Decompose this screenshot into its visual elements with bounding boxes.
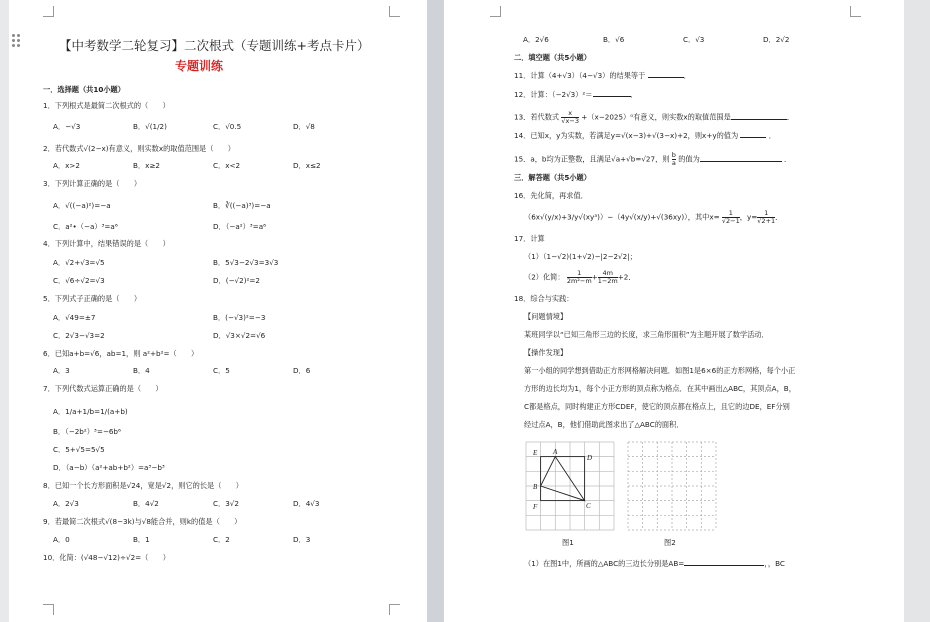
answer-blank [731, 119, 787, 120]
question-stem: 10．化简：(√48−√12)÷√2=（ ） [43, 553, 170, 562]
option: B．4 [133, 366, 150, 375]
sub-question: （1）（1−√2)(1+√2)−|2−2√2|； [524, 252, 637, 261]
option: B．√6 [603, 35, 625, 44]
option: B．4√2 [133, 499, 159, 508]
option: C．5 [213, 366, 230, 375]
option: A．−√3 [53, 122, 81, 131]
sub-question: （1）在图1中，所画的△ABC的三边长分别是AB= ，，BC [524, 559, 785, 568]
question-stem: 16．先化简，再求值． [514, 191, 588, 200]
option: C．a²•（−a）³=a⁶ [53, 222, 118, 231]
fraction-denominator: 2m²−m [566, 277, 592, 285]
fraction [598, 270, 618, 285]
question-text: 15．a，b均为正整数，且满足√a+√b=√27，则 [514, 154, 670, 164]
fraction-denominator: √x−3 [561, 117, 579, 125]
fraction-denominator: a [671, 159, 676, 167]
crop-mark [43, 6, 54, 17]
option: C．2√3−√3=2 [53, 331, 105, 340]
option: A．1/a+1/b=1/(a+b) [53, 407, 128, 416]
right-margin [904, 0, 930, 622]
question-stem: 14．已知x，y为实数，若满足y=√(x−3)+√(3−x)+2，则x+y的值为 ． [514, 131, 776, 140]
option: B．(−√3)²=−3 [213, 313, 266, 322]
option: A．3 [53, 366, 70, 375]
option: A．√49=±7 [53, 313, 96, 322]
fraction-numerator: 1 [757, 210, 775, 218]
question-stem: 6．已知a+b=√6，ab=1，则 a²+b²=（ ） [43, 349, 199, 358]
option: A．√2+√3=√5 [53, 258, 105, 267]
question-text: 13．若代数式 [514, 112, 560, 122]
section-heading: 三．解答题（共5小题） [514, 173, 591, 182]
paragraph-heading: 【操作发现】 [524, 348, 568, 357]
fraction-denominator: 1−2m [597, 277, 618, 285]
option: B．∛((−a)³)=−a [213, 201, 271, 210]
option: A．2√6 [523, 35, 549, 44]
square-cdef [541, 457, 585, 501]
operator: + [591, 272, 598, 282]
question-stem: 1．下列根式是最简二次根式的（ ） [43, 101, 170, 110]
question-stem: 12．计算：（−2√3）²＝ ． [514, 90, 638, 99]
answer-blank [700, 161, 782, 162]
question-stem: 3．下列计算正确的是（ ） [43, 179, 142, 188]
answer-blank [740, 137, 766, 138]
fraction-denominator: √2+1 [757, 217, 776, 225]
figure-1-grid [524, 440, 616, 532]
option: D．(−√2)²=2 [213, 276, 260, 285]
point-label: A [553, 448, 558, 456]
expression-text: （6x√(y/x)+3/y√(xy³)）−（4y√(x/y)+√(36xy)），其中x= [524, 212, 720, 222]
question-text: ，BC [767, 559, 785, 568]
page-gap [427, 0, 444, 622]
option: B．5√3−2√3=3√3 [213, 258, 279, 267]
paragraph: 某班同学以“已知三角形三边的长度，求三角形面积”为主题开展了数学活动． [524, 330, 769, 339]
question-stem: 8．已知一个长方形面积是√24，宽是√2，则它的长是（ ） [43, 481, 243, 490]
point-label: E [533, 449, 538, 457]
crop-mark [43, 604, 54, 615]
option: D．4√3 [293, 499, 320, 508]
fraction-numerator: 1 [567, 270, 592, 278]
fraction-denominator: √2−1 [721, 217, 740, 225]
fraction-numerator: 4m [598, 270, 618, 278]
document-page-2 [444, 0, 904, 622]
option: D．√3×√2=√6 [213, 331, 266, 340]
triangle-abc [541, 457, 585, 501]
question-stem: 2．若代数式√(2−x)有意义，则实数x的取值范围是（ ） [43, 144, 235, 153]
math-expression: （6x√(y/x)+3/y√(xy³)）−（4y√(x/y)+√(36xy)），其中x= $\frac{1}{√2-1}$ ，y= $\frac{1}{√2+1}$ ． [524, 209, 783, 225]
fraction [672, 152, 676, 167]
fraction [561, 110, 579, 125]
section-heading: 二．填空题（共5小题） [514, 53, 591, 62]
option: A．x>2 [53, 161, 80, 170]
question-stem: 9．若最简二次根式√(8−3k)与√8能合并，则k的值是（ ） [43, 517, 242, 526]
question-text: 的值为 [678, 154, 700, 164]
question-text: （2）化简： [524, 272, 565, 282]
answer-blank [593, 96, 631, 97]
option: D．x≤2 [293, 161, 321, 170]
option: A．2√3 [53, 499, 79, 508]
fraction [722, 210, 740, 225]
question-stem: 11．计算（4+√3）（4−√3）的结果等于 ． [514, 71, 691, 80]
crop-mark [850, 6, 861, 17]
paragraph: C都是格点，同时构建正方形CDEF，使它的顶点都在格点上，且它的边DE，EF分别 [524, 402, 790, 411]
figure-2-grid [626, 440, 718, 532]
question-text: +（x−2025）⁰有意义，则实数x的取值范围是 [581, 112, 731, 122]
question-stem: 13．若代数式 $\frac{x}{√x-3}$ +（x−2025）⁰有意义，则实数x的取值范围是 ． [514, 109, 795, 125]
option: C．x<2 [213, 161, 241, 170]
question-text: （1）在图1中，所画的△ABC的三边长分别是AB= [524, 559, 685, 568]
fraction [567, 270, 592, 285]
point-label: D [587, 454, 593, 462]
option: C．5+√5=5√5 [53, 445, 105, 454]
question-stem: 4．下列计算中，结果错误的是（ ） [43, 239, 170, 248]
sub-question [524, 270, 636, 285]
document-page-1 [9, 0, 427, 622]
option: B．√(1/2) [133, 122, 167, 131]
paragraph: 第一小组的同学想到借助正方形网格解决问题．如图1是6×6的正方形网格，每个小正 [524, 366, 796, 375]
fraction-numerator: x [561, 110, 579, 118]
option: D．2√2 [763, 35, 790, 44]
crop-mark [490, 6, 501, 17]
fraction [757, 210, 775, 225]
option: B．（−2b²）³=−6b⁶ [53, 427, 121, 436]
document-subtitle: 专题训练 [175, 59, 224, 73]
option: A．√((−a)²)=−a [53, 201, 111, 210]
expression-text: ，y= [739, 212, 758, 222]
answer-blank [684, 565, 764, 566]
option: C．3√2 [213, 499, 239, 508]
option: C．√6÷√2=√3 [53, 276, 105, 285]
question-stem: 18．综合与实践： [514, 294, 574, 303]
crop-mark [389, 6, 400, 17]
option: C．√3 [683, 35, 705, 44]
section-heading: 一．选择题（共10小题） [43, 85, 125, 94]
question-stem: 15．a，b均为正整数，且满足√a+√b=√27，则 $\frac{b}{a}$ 的值为 ． [514, 151, 792, 167]
paragraph: 方形的边长均为1，每个小正方形的顶点称为格点．在其中画出△ABC，其顶点A，B， [524, 384, 796, 393]
option: B．1 [133, 535, 150, 544]
question-text: +2． [617, 272, 636, 282]
document-title: 【中考数学二轮复习】二次根式（专题训练+考点卡片） [59, 38, 370, 53]
question-stem: 7．下列代数式运算正确的是（ ） [43, 384, 163, 393]
point-label: F [533, 503, 538, 511]
figure-caption: 图1 [562, 538, 574, 547]
crop-mark [389, 604, 400, 615]
option: C．√0.5 [213, 122, 242, 131]
drag-handle-icon[interactable] [12, 34, 22, 48]
fraction-numerator: 1 [722, 210, 740, 218]
option: D．3 [293, 535, 311, 544]
question-text: 14．已知x，y为实数，若满足y=√(x−3)+√(3−x)+2，则x+y的值为 [514, 131, 739, 140]
point-label: C [586, 502, 591, 510]
option: D．6 [293, 366, 311, 375]
fraction-numerator: b [671, 151, 676, 159]
point-label: B [533, 483, 538, 491]
question-text: 12．计算：（−2√3）²＝ [514, 90, 593, 99]
question-stem: 17．计算 [514, 234, 545, 243]
option: D．（a−b）（a²+ab+b²）=a³−b³ [53, 463, 165, 472]
option: D．（−a²）³=a⁶ [213, 222, 266, 231]
paragraph-heading: 【问题情境】 [524, 312, 568, 321]
paragraph: 经过点A，B，他们借助此图求出了△ABC的面积． [524, 420, 684, 429]
figure-caption: 图2 [664, 538, 676, 547]
answer-blank [648, 77, 684, 78]
question-stem: 5．下列式子正确的是（ ） [43, 294, 142, 303]
question-text: 11．计算（4+√3）（4−√3）的结果等于 [514, 71, 646, 80]
option: C．2 [213, 535, 230, 544]
grid-lines [526, 442, 614, 530]
option: B．x≥2 [133, 161, 160, 170]
option: D．√8 [293, 122, 315, 131]
option: A．0 [53, 535, 70, 544]
